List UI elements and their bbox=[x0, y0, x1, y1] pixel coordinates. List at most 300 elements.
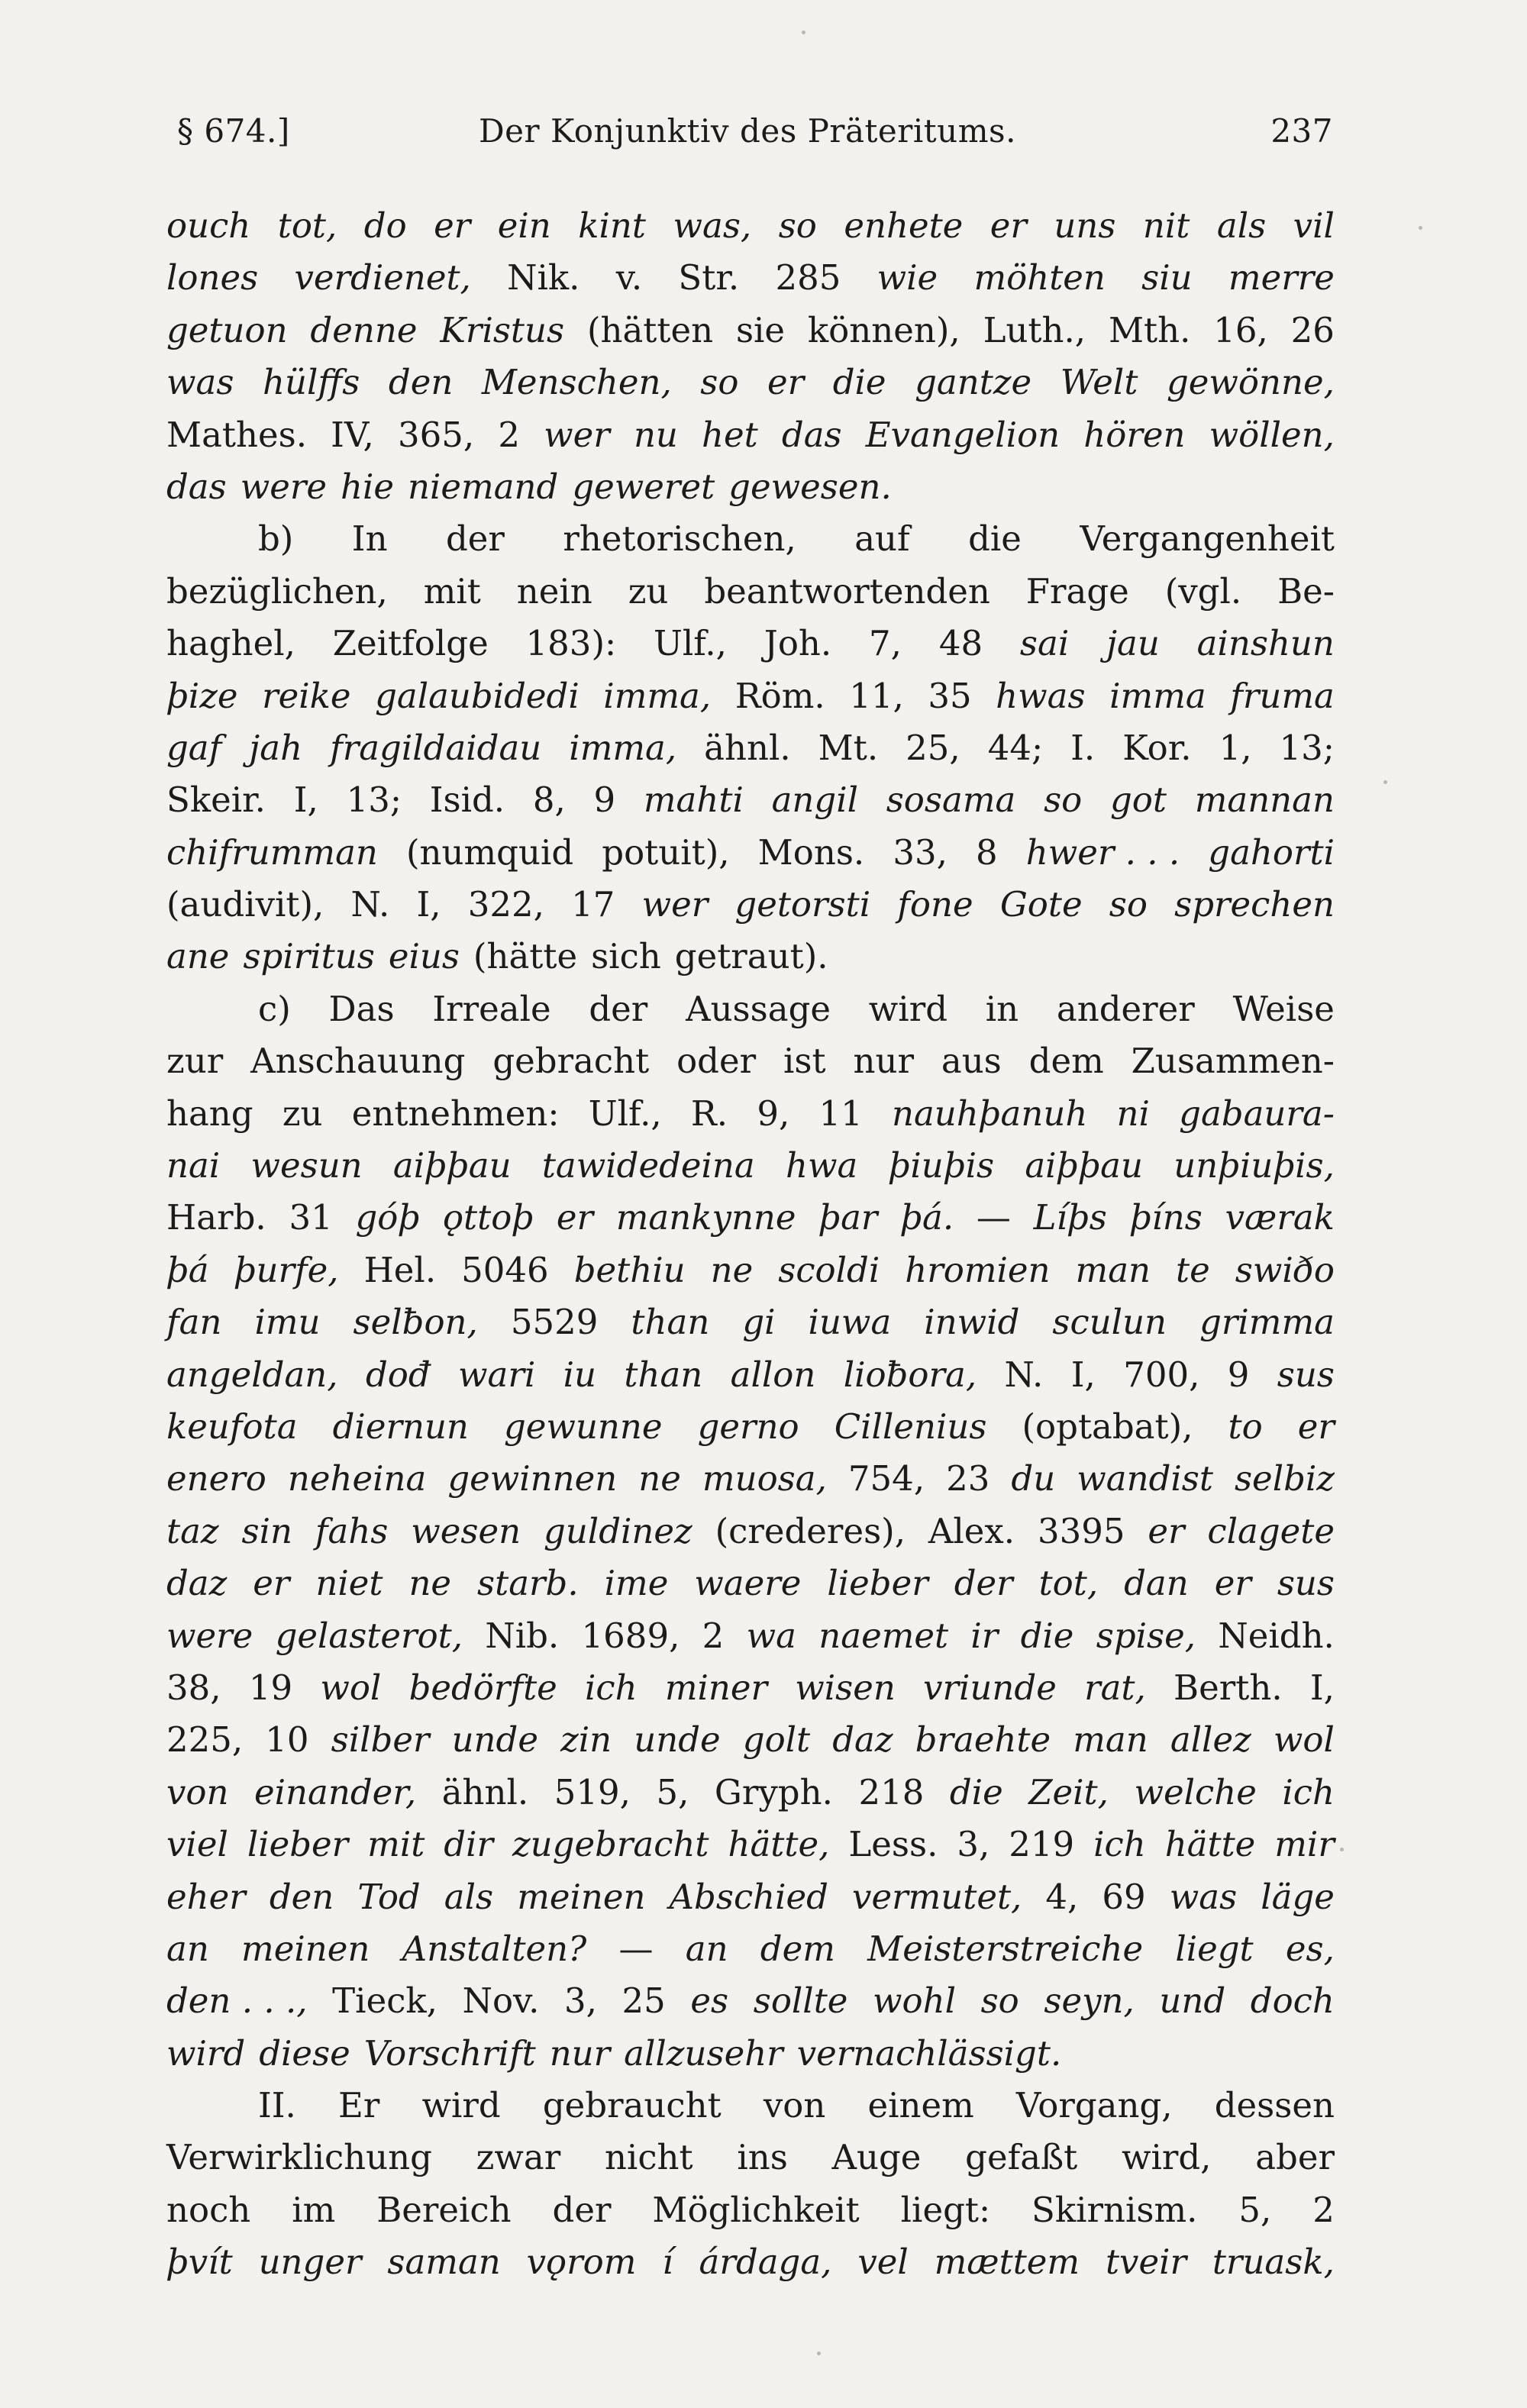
section-reference: § 674.] bbox=[177, 112, 290, 150]
italic-word: sus bbox=[1277, 1354, 1335, 1395]
text-line bbox=[166, 670, 1335, 722]
word: Mathes. bbox=[166, 414, 307, 455]
italic-word: wer bbox=[544, 414, 610, 455]
italic-word: Zeit, bbox=[1028, 1771, 1109, 1812]
word: (hätte bbox=[473, 936, 578, 977]
italic-word: ich bbox=[1282, 1771, 1335, 1812]
text-line bbox=[166, 1140, 1335, 1192]
word: (numquid bbox=[405, 831, 574, 873]
word: 2 bbox=[498, 414, 520, 455]
word: c) bbox=[258, 988, 291, 1029]
text-line bbox=[166, 2236, 1335, 2288]
italic-word: truask, bbox=[1212, 2242, 1335, 2283]
word: 8 bbox=[976, 831, 998, 873]
word: 9 bbox=[1227, 1354, 1250, 1395]
word: I, bbox=[416, 884, 441, 925]
word: gebracht bbox=[492, 1041, 650, 1082]
italic-word: ainshun bbox=[1196, 623, 1335, 664]
text-line bbox=[166, 1923, 1335, 1975]
word: 285 bbox=[775, 257, 841, 299]
italic-word: árdaga, bbox=[699, 2242, 832, 2283]
italic-word: allez bbox=[1170, 1719, 1251, 1761]
italic-word: neheina bbox=[287, 1458, 427, 1499]
italic-word: diese bbox=[259, 2032, 350, 2074]
italic-word: jau bbox=[1106, 623, 1160, 664]
italic-word: jah bbox=[249, 727, 303, 768]
italic-word: er bbox=[1148, 1510, 1185, 1551]
italic-word: wöllen, bbox=[1209, 414, 1335, 455]
word: Ulf., bbox=[588, 1093, 662, 1134]
word: Möglichkeit bbox=[652, 2189, 860, 2230]
italic-word: ne bbox=[408, 1563, 452, 1604]
italic-word: mankynne bbox=[615, 1197, 796, 1238]
italic-word: zugebracht bbox=[512, 1824, 709, 1865]
italic-word: allon bbox=[730, 1354, 816, 1395]
text-line bbox=[166, 1035, 1335, 1087]
italic-word: so bbox=[1109, 884, 1148, 925]
paper-speck bbox=[802, 31, 805, 34]
italic-word: wa bbox=[746, 1615, 796, 1656]
italic-word: þurfe, bbox=[234, 1249, 339, 1290]
italic-word: muosa, bbox=[702, 1458, 827, 1499]
italic-word: uns bbox=[1054, 205, 1116, 246]
italic-word: dir bbox=[444, 1824, 493, 1865]
italic-word: þá bbox=[166, 1249, 209, 1290]
word: sie bbox=[735, 309, 786, 350]
italic-word: unde bbox=[451, 1719, 538, 1761]
word: können), bbox=[807, 309, 960, 350]
italic-word: und bbox=[1159, 1980, 1226, 2022]
italic-word: er bbox=[1297, 1406, 1335, 1447]
italic-word: gahorti bbox=[1208, 831, 1335, 873]
italic-word: man bbox=[1075, 1249, 1151, 1290]
word: Less. bbox=[848, 1824, 938, 1865]
word: 25 bbox=[621, 1980, 666, 2022]
word: bezüglichen, bbox=[166, 570, 388, 612]
italic-word: Evangelion bbox=[865, 414, 1061, 455]
word: zur bbox=[166, 1041, 224, 1082]
italic-word: aiþþau bbox=[392, 1145, 512, 1186]
italic-word: es bbox=[690, 1980, 729, 2022]
word: 219 bbox=[1009, 1824, 1075, 1865]
word: Irreale bbox=[432, 988, 551, 1029]
italic-word: meinen bbox=[517, 1876, 646, 1917]
italic-word: die bbox=[1020, 1615, 1074, 1656]
word: 38, bbox=[166, 1667, 221, 1708]
text-line bbox=[166, 774, 1335, 826]
italic-word: than bbox=[631, 1302, 710, 1343]
word: 69 bbox=[1102, 1876, 1146, 1917]
italic-word: Tod bbox=[357, 1876, 421, 1917]
word: 23 bbox=[946, 1458, 990, 1499]
italic-word: ne bbox=[710, 1249, 754, 1290]
italic-word: Abschied bbox=[669, 1876, 828, 1917]
word: zwar bbox=[476, 2137, 561, 2178]
italic-word: hwas bbox=[996, 675, 1086, 716]
italic-word: viel bbox=[166, 1824, 228, 1865]
italic-word: Líþs bbox=[1033, 1197, 1107, 1238]
italic-word: vǫrom bbox=[526, 2242, 637, 2283]
italic-word: bethiu bbox=[573, 1249, 686, 1290]
word: 322, bbox=[467, 884, 544, 925]
italic-word: tot, bbox=[1038, 1563, 1099, 1604]
italic-word: gelasterot, bbox=[275, 1615, 463, 1656]
italic-word: fone bbox=[897, 884, 973, 925]
word: 225, bbox=[166, 1719, 244, 1761]
italic-word: den bbox=[388, 362, 454, 403]
italic-word: golt bbox=[742, 1719, 811, 1761]
word: 7, bbox=[869, 623, 902, 664]
italic-word: das bbox=[781, 414, 842, 455]
word: Berth. bbox=[1173, 1667, 1283, 1708]
text-line bbox=[166, 1767, 1335, 1819]
italic-word: sprechen bbox=[1174, 884, 1335, 925]
text-line bbox=[166, 722, 1335, 774]
word: Aussage bbox=[686, 988, 831, 1029]
italic-word: gi bbox=[742, 1302, 776, 1343]
italic-word: tveir bbox=[1105, 2242, 1186, 2283]
italic-word: Gote bbox=[999, 884, 1083, 925]
word: 19 bbox=[248, 1667, 293, 1708]
italic-word: wer bbox=[641, 884, 709, 925]
italic-word: daz bbox=[832, 1719, 893, 1761]
italic-word: starb. bbox=[477, 1563, 579, 1604]
word: Röm. bbox=[734, 675, 825, 716]
word: I, bbox=[293, 780, 318, 821]
italic-word: imma, bbox=[603, 675, 712, 716]
italic-word: ne bbox=[638, 1458, 681, 1499]
italic-word: iu bbox=[563, 1354, 597, 1395]
italic-word: die bbox=[949, 1771, 1003, 1812]
italic-word: reike bbox=[262, 675, 351, 716]
italic-word: wie bbox=[876, 257, 938, 299]
word: wird, bbox=[1121, 2137, 1212, 2178]
italic-word: hie bbox=[341, 466, 395, 507]
word: noch bbox=[166, 2189, 251, 2230]
text-line bbox=[166, 357, 1335, 408]
italic-word: lones bbox=[166, 257, 259, 299]
word: Bereich bbox=[376, 2189, 512, 2230]
word: potuit), bbox=[602, 831, 730, 873]
italic-word: imu bbox=[254, 1302, 321, 1343]
text-line bbox=[166, 1296, 1335, 1348]
word: 4, bbox=[1045, 1876, 1079, 1917]
italic-word: gerno bbox=[697, 1406, 799, 1447]
word: einem bbox=[867, 2085, 974, 2126]
italic-word: als bbox=[444, 1876, 494, 1917]
text-line bbox=[166, 2028, 1335, 2080]
italic-word: ir bbox=[970, 1615, 999, 1656]
italic-word: unde bbox=[634, 1719, 721, 1761]
page-number: 237 bbox=[1270, 112, 1333, 150]
word: wird bbox=[421, 2085, 501, 2126]
word: ist bbox=[783, 1041, 826, 1082]
word: gefaßt bbox=[965, 2137, 1078, 2178]
word: N. bbox=[1004, 1354, 1044, 1395]
italic-word: ich bbox=[585, 1667, 638, 1708]
word: 16, bbox=[1213, 309, 1268, 350]
italic-word: gewesen. bbox=[728, 466, 892, 507]
word: 2 bbox=[702, 1615, 725, 1656]
italic-word: aiþþau bbox=[1025, 1145, 1143, 1186]
word: der bbox=[589, 988, 648, 1029]
word: (crederes), bbox=[715, 1510, 906, 1551]
text-line bbox=[166, 305, 1335, 357]
word: Luth., bbox=[983, 309, 1086, 350]
italic-word: angil bbox=[771, 780, 858, 821]
italic-word: gewinnen bbox=[447, 1458, 618, 1499]
word: Er bbox=[337, 2085, 380, 2126]
word: ins bbox=[737, 2137, 788, 2178]
word: II. bbox=[258, 2085, 296, 2126]
italic-word: läge bbox=[1261, 1876, 1335, 1917]
italic-word: ime bbox=[604, 1563, 669, 1604]
italic-word: wol bbox=[320, 1667, 382, 1708]
italic-word: an bbox=[685, 1928, 728, 1969]
word: 11 bbox=[818, 1093, 863, 1134]
word: 9, bbox=[757, 1093, 790, 1134]
text-line bbox=[166, 1557, 1335, 1609]
text-line bbox=[166, 461, 1335, 513]
paper-speck bbox=[1419, 226, 1422, 230]
italic-word: vil bbox=[1293, 205, 1335, 246]
italic-word: getorsti bbox=[734, 884, 871, 925]
body-text bbox=[166, 200, 1335, 2289]
italic-word: wohl bbox=[873, 1980, 956, 2022]
italic-word: unger bbox=[258, 2242, 362, 2283]
italic-word: got bbox=[1109, 780, 1167, 821]
word: 3, bbox=[957, 1824, 990, 1865]
italic-word: grimma bbox=[1199, 1302, 1335, 1343]
word: Anschauung bbox=[250, 1041, 466, 1082]
text-line bbox=[166, 879, 1335, 931]
word: 700, bbox=[1123, 1354, 1200, 1395]
italic-word: spise, bbox=[1096, 1615, 1196, 1656]
italic-word: eher bbox=[166, 1876, 246, 1917]
word: die bbox=[968, 518, 1022, 560]
text-line bbox=[166, 1088, 1335, 1140]
italic-word: Kristus bbox=[440, 309, 565, 350]
word: nicht bbox=[604, 2137, 693, 2178]
italic-word: niet bbox=[315, 1563, 383, 1604]
italic-word: wol bbox=[1273, 1719, 1335, 1761]
italic-word: inwid bbox=[924, 1302, 1020, 1343]
text-line bbox=[166, 1819, 1335, 1871]
italic-word: sosama bbox=[886, 780, 1016, 821]
word: 13; bbox=[1279, 727, 1335, 768]
italic-word: selƀon, bbox=[353, 1302, 478, 1343]
italic-word: eius bbox=[388, 936, 460, 977]
italic-word: gewönne, bbox=[1166, 362, 1335, 403]
word: nein bbox=[516, 570, 592, 612]
word: hang bbox=[166, 1093, 253, 1134]
word: 25, bbox=[906, 727, 960, 768]
italic-word: ich bbox=[1093, 1824, 1146, 1865]
italic-word: í bbox=[662, 2242, 673, 2283]
word: 5, bbox=[656, 1771, 689, 1812]
word: 10 bbox=[265, 1719, 309, 1761]
word: Frage bbox=[1025, 570, 1129, 612]
word: Tieck, bbox=[332, 1980, 437, 2022]
italic-word: hülffs bbox=[263, 362, 360, 403]
italic-word: getuon bbox=[166, 309, 288, 350]
italic-word: man bbox=[1073, 1719, 1148, 1761]
word: Mons. bbox=[757, 831, 865, 873]
italic-word: te bbox=[1176, 1249, 1210, 1290]
word: Auge bbox=[831, 2137, 922, 2178]
word: — bbox=[976, 1197, 1011, 1238]
word: liegt: bbox=[900, 2189, 991, 2230]
word: R. bbox=[690, 1093, 728, 1134]
italic-word: silber bbox=[331, 1719, 430, 1761]
italic-word: der bbox=[954, 1563, 1013, 1604]
word: von bbox=[763, 2085, 826, 2126]
page-title: Der Konjunktiv des Präteritums. bbox=[479, 112, 1016, 150]
italic-word: þar bbox=[818, 1197, 878, 1238]
word: Verwirklichung bbox=[166, 2137, 432, 2178]
word: Vergangenheit bbox=[1080, 518, 1335, 560]
italic-word: es, bbox=[1285, 1928, 1335, 1969]
text-line bbox=[166, 983, 1335, 1035]
word: v. bbox=[615, 257, 643, 299]
italic-word: clagete bbox=[1207, 1510, 1335, 1551]
italic-word: den bbox=[269, 1876, 334, 1917]
italic-word: seyn, bbox=[1044, 1980, 1135, 2022]
word: zu bbox=[628, 570, 669, 612]
text-line bbox=[166, 513, 1335, 565]
word: im bbox=[292, 2189, 336, 2230]
text-line bbox=[166, 1453, 1335, 1505]
word: 5, bbox=[1238, 2189, 1272, 2230]
word: 11, bbox=[849, 675, 904, 716]
italic-word: ni bbox=[1116, 1093, 1150, 1134]
italic-word: ane bbox=[166, 936, 230, 977]
italic-word: lioƀora, bbox=[843, 1354, 977, 1395]
italic-word: wandist bbox=[1077, 1458, 1213, 1499]
italic-word: than bbox=[624, 1354, 703, 1395]
italic-word: dem bbox=[760, 1928, 835, 1969]
italic-word: imma bbox=[1109, 675, 1206, 716]
word: IV, bbox=[331, 414, 374, 455]
word: beantwortenden bbox=[704, 570, 990, 612]
italic-word: so bbox=[1044, 780, 1083, 821]
italic-word: þá. bbox=[900, 1197, 954, 1238]
italic-word: værak bbox=[1225, 1197, 1335, 1238]
italic-word: nauhþanuh bbox=[891, 1093, 1088, 1134]
text-line bbox=[166, 1506, 1335, 1557]
word: — bbox=[618, 1928, 654, 1969]
word: 1689, bbox=[581, 1615, 680, 1656]
italic-word: mættem bbox=[934, 2242, 1080, 2283]
running-head bbox=[177, 108, 1333, 154]
italic-word: unþiuþis, bbox=[1173, 1145, 1335, 1186]
italic-word: er bbox=[556, 1197, 594, 1238]
italic-word: ǫttoþ bbox=[442, 1197, 534, 1238]
italic-word: keufota bbox=[166, 1406, 298, 1447]
italic-word: to bbox=[1228, 1406, 1263, 1447]
word: In bbox=[351, 518, 388, 560]
word: der bbox=[552, 2189, 612, 2230]
italic-word: was bbox=[1169, 1876, 1238, 1917]
italic-word: einander, bbox=[254, 1771, 417, 1812]
italic-word: lieber bbox=[247, 1824, 349, 1865]
text-line bbox=[166, 827, 1335, 879]
italic-word: tawidedeina bbox=[541, 1145, 755, 1186]
italic-word: vriunde bbox=[923, 1667, 1057, 1708]
italic-word: gantze bbox=[915, 362, 1032, 403]
italic-word: lieber bbox=[827, 1563, 928, 1604]
text-line bbox=[166, 2132, 1335, 2184]
word: Skeir. bbox=[166, 780, 266, 821]
italic-word: þize bbox=[166, 675, 238, 716]
italic-word: wird bbox=[166, 2032, 246, 2074]
italic-word: bedörfte bbox=[408, 1667, 557, 1708]
word: ähnl. bbox=[441, 1771, 529, 1812]
italic-word: liegt bbox=[1175, 1928, 1254, 1969]
italic-word: allzusehr bbox=[624, 2032, 783, 2074]
italic-word: sculun bbox=[1052, 1302, 1167, 1343]
word: N. bbox=[350, 884, 390, 925]
italic-word: kint bbox=[578, 205, 646, 246]
italic-word: denne bbox=[310, 309, 418, 350]
italic-word: scoldi bbox=[778, 1249, 880, 1290]
paper-speck bbox=[1383, 780, 1387, 784]
italic-word: do bbox=[363, 205, 407, 246]
word: gebraucht bbox=[542, 2085, 722, 2126]
italic-word: ouch bbox=[166, 205, 251, 246]
italic-word: Welt bbox=[1060, 362, 1138, 403]
word: Zusammen- bbox=[1131, 1041, 1335, 1082]
paper-speck bbox=[817, 2352, 821, 2355]
word: Vorgang, bbox=[1015, 2085, 1173, 2126]
word: 5529 bbox=[510, 1302, 599, 1343]
word: in bbox=[985, 988, 1019, 1029]
word: 13; bbox=[346, 780, 402, 821]
word: Alex. bbox=[928, 1510, 1015, 1551]
italic-word: gaf bbox=[166, 727, 222, 768]
italic-word: wari bbox=[458, 1354, 536, 1395]
italic-word: das bbox=[166, 466, 227, 507]
italic-word: tot, bbox=[277, 205, 337, 246]
word: ähnl. bbox=[704, 727, 791, 768]
italic-word: welche bbox=[1134, 1771, 1257, 1812]
word: der bbox=[445, 518, 505, 560]
word: Weise bbox=[1232, 988, 1335, 1029]
italic-word: von bbox=[166, 1771, 229, 1812]
italic-word: hwer . . . bbox=[1025, 831, 1180, 873]
italic-word: sin bbox=[241, 1510, 292, 1551]
italic-word: þíns bbox=[1129, 1197, 1203, 1238]
italic-word: fruma bbox=[1230, 675, 1335, 716]
italic-word: wesen bbox=[411, 1510, 521, 1551]
italic-word: góþ bbox=[355, 1197, 421, 1238]
word: Das bbox=[328, 988, 395, 1029]
italic-word: nai bbox=[166, 1145, 221, 1186]
italic-word: iuwa bbox=[808, 1302, 892, 1343]
italic-word: zin bbox=[560, 1719, 612, 1761]
word: mit bbox=[423, 570, 481, 612]
text-line bbox=[166, 566, 1335, 618]
word: Ulf., bbox=[653, 623, 727, 664]
word: Nib. bbox=[485, 1615, 560, 1656]
word: 35 bbox=[928, 675, 972, 716]
word: b) bbox=[258, 518, 294, 560]
italic-word: er bbox=[434, 205, 471, 246]
word: Neidh. bbox=[1218, 1615, 1335, 1656]
word: 17 bbox=[571, 884, 615, 925]
italic-word: enhete bbox=[844, 205, 964, 246]
word: nur bbox=[853, 1041, 914, 1082]
